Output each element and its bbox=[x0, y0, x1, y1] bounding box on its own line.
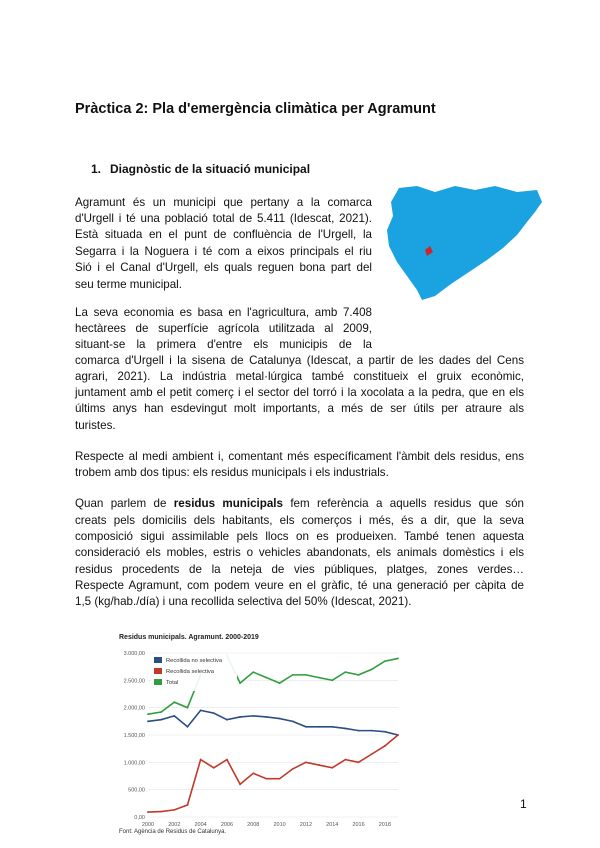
y-tick-label: 1.000,00 bbox=[123, 760, 145, 767]
data-point bbox=[292, 674, 294, 676]
data-point bbox=[318, 726, 320, 728]
data-point bbox=[384, 660, 386, 662]
data-point bbox=[239, 716, 241, 718]
data-point bbox=[239, 682, 241, 684]
data-point bbox=[318, 764, 320, 766]
x-tick-label: 2016 bbox=[352, 822, 365, 828]
data-point bbox=[305, 761, 307, 763]
paragraph-line: composició sigui assimilable pels llocs on es produeixen. També tenen aquesta bbox=[75, 530, 524, 543]
data-point bbox=[187, 707, 189, 709]
y-tick-label: 1.500,00 bbox=[123, 733, 145, 739]
section-title: Diagnòstic de la situació municipal bbox=[110, 162, 311, 176]
legend-swatch bbox=[154, 679, 162, 685]
paragraph-line bbox=[75, 497, 524, 511]
data-point bbox=[292, 768, 294, 770]
data-point bbox=[279, 778, 281, 780]
chart-title: Residus municipals. Agramunt. 2000-2019 bbox=[119, 634, 259, 641]
y-tick-label: 2.500,00 bbox=[123, 678, 145, 685]
x-tick-label: 2014 bbox=[326, 822, 339, 828]
data-point bbox=[160, 711, 162, 713]
paragraph-line: residus procedents de la neteja de vies públiques, platges, zones verdes… bbox=[75, 563, 524, 576]
y-tick-label: 500,00 bbox=[128, 787, 145, 794]
paragraph-line: Sió i el Canal d'Urgell, els quals reguen bona part del bbox=[75, 261, 372, 274]
x-tick-label: 2006 bbox=[220, 822, 234, 828]
legend-label: Total bbox=[166, 680, 179, 686]
data-point bbox=[147, 713, 149, 715]
page-number: 1 bbox=[520, 797, 527, 811]
paragraph-line: La seva economia es basa en l'agricultura, amb 7.408 bbox=[75, 306, 372, 319]
data-point bbox=[187, 804, 189, 806]
data-point bbox=[371, 730, 373, 732]
paragraph-line: creats pels domicilis dels habitants, els comerços i més, és a dir, que la seva bbox=[75, 514, 524, 527]
paragraph-line: consideració els mobles, estris o vehicles abandonats, els animals domèstics i els bbox=[75, 546, 524, 559]
x-tick-label: 2018 bbox=[378, 822, 391, 828]
data-point bbox=[252, 772, 254, 774]
data-point bbox=[279, 718, 281, 720]
paragraph-line: Respecte al medi ambient i, comentant més específicament l'àmbit dels residus, ens bbox=[75, 450, 524, 463]
x-tick-label: 2012 bbox=[299, 822, 313, 828]
data-point bbox=[371, 753, 373, 755]
x-tick-label: 2000 bbox=[141, 822, 155, 828]
chart-source: Font: Agència de Residus de Catalunya. bbox=[119, 829, 227, 835]
data-point bbox=[239, 783, 241, 785]
series-line-1 bbox=[148, 710, 398, 735]
data-point bbox=[160, 811, 162, 813]
paragraph-line: trobem amb dos tipus: els residus municipals i els industrials. bbox=[75, 466, 389, 479]
legend-swatch bbox=[154, 657, 162, 663]
legend-label: Recollida selectiva bbox=[166, 669, 215, 675]
paragraph-line: d'Urgell i té una població total de 5.411 (Idescat, 2021). bbox=[75, 212, 372, 225]
data-point bbox=[200, 710, 202, 712]
data-point bbox=[160, 719, 162, 721]
paragraph-line: seu terme municipal. bbox=[75, 278, 182, 291]
data-point bbox=[331, 726, 333, 728]
data-point bbox=[279, 682, 281, 684]
paragraph-line: hectàrees de superfície agrícola utilitzada al 2009, bbox=[75, 322, 372, 335]
paragraph-line: últims anys han esdevingut molt importants, a més de ser útils per atraure als bbox=[75, 402, 524, 415]
data-point bbox=[384, 745, 386, 747]
data-point bbox=[331, 767, 333, 769]
data-point bbox=[187, 726, 189, 728]
data-point bbox=[397, 658, 399, 660]
paragraph-line: turistes. bbox=[75, 419, 116, 432]
data-point bbox=[397, 734, 399, 736]
data-point bbox=[173, 701, 175, 703]
legend-swatch bbox=[154, 668, 162, 674]
paragraph-line: 1,5 (kg/hab./día) i una recollida selectiva del 50% (Idescat, 2021). bbox=[75, 595, 412, 608]
data-point bbox=[344, 728, 346, 730]
paragraph-line: agrari, 2021). La indústria metal·lúrgica també constitueix el gruix econòmic, bbox=[75, 370, 524, 383]
paragraph-line: Segarra i la Noguera i té com a eixos principals el riu bbox=[75, 245, 372, 258]
series-line-2 bbox=[148, 735, 398, 812]
text-span: fem referència a aquells residus que són bbox=[282, 497, 525, 510]
paragraph-line: Respecte Agramunt, com podem veure en el gràfic, té una generació per càpita de bbox=[75, 579, 524, 592]
data-point bbox=[358, 761, 360, 763]
data-point bbox=[252, 671, 254, 673]
data-point bbox=[252, 715, 254, 717]
x-tick-label: 2008 bbox=[247, 822, 260, 828]
x-tick-label: 2004 bbox=[194, 822, 207, 828]
paragraph-line: situant-se la primera d'entre els municipis de la bbox=[75, 338, 372, 351]
catalonia-map-icon bbox=[377, 180, 547, 305]
y-tick-label: 2.000,00 bbox=[123, 705, 145, 712]
text-span: Quan parlem de bbox=[75, 497, 174, 510]
data-point bbox=[213, 712, 215, 714]
paragraph-line: Està situada en el punt de confluència de l'Urgell, la bbox=[75, 228, 372, 241]
data-point bbox=[173, 809, 175, 811]
data-point bbox=[266, 716, 268, 718]
map-shape bbox=[387, 186, 542, 300]
bold-term: residus municipals bbox=[173, 497, 283, 510]
y-tick-label: 0,00 bbox=[134, 815, 145, 821]
data-point bbox=[226, 759, 228, 761]
data-point bbox=[371, 669, 373, 671]
page-title: Pràctica 2: Pla d'emergència climàtica per Agramunt bbox=[75, 101, 436, 117]
data-point bbox=[147, 811, 149, 813]
data-point bbox=[292, 720, 294, 722]
data-point bbox=[384, 731, 386, 733]
paragraph-line: juntament amb el petit comerç i el sector del torró i la xocolata a la pedra, que en els bbox=[75, 386, 524, 399]
paragraph-line: Agramunt és un municipi que pertany a la comarca bbox=[75, 196, 372, 209]
data-point bbox=[344, 759, 346, 761]
y-tick-label: 3.000,00 bbox=[123, 651, 145, 657]
data-point bbox=[331, 679, 333, 681]
data-point bbox=[358, 674, 360, 676]
data-point bbox=[305, 726, 307, 728]
data-point bbox=[266, 778, 268, 780]
data-point bbox=[266, 677, 268, 679]
legend-label: Recollida no selectiva bbox=[166, 658, 223, 664]
data-point bbox=[305, 674, 307, 676]
section-number: 1. bbox=[91, 162, 102, 176]
data-point bbox=[226, 719, 228, 721]
paragraph-line: comarca d'Urgell i la sisena de Catalunya (Idescat, a partir de les dades del Cens bbox=[75, 354, 524, 367]
data-point bbox=[213, 767, 215, 769]
data-point bbox=[173, 715, 175, 717]
section-heading bbox=[91, 162, 310, 176]
x-tick-label: 2010 bbox=[273, 822, 286, 828]
data-point bbox=[200, 759, 202, 761]
data-point bbox=[344, 671, 346, 673]
x-tick-label: 2002 bbox=[168, 822, 181, 828]
line-chart bbox=[112, 633, 402, 841]
data-point bbox=[358, 730, 360, 732]
data-point bbox=[318, 677, 320, 679]
data-point bbox=[147, 720, 149, 722]
